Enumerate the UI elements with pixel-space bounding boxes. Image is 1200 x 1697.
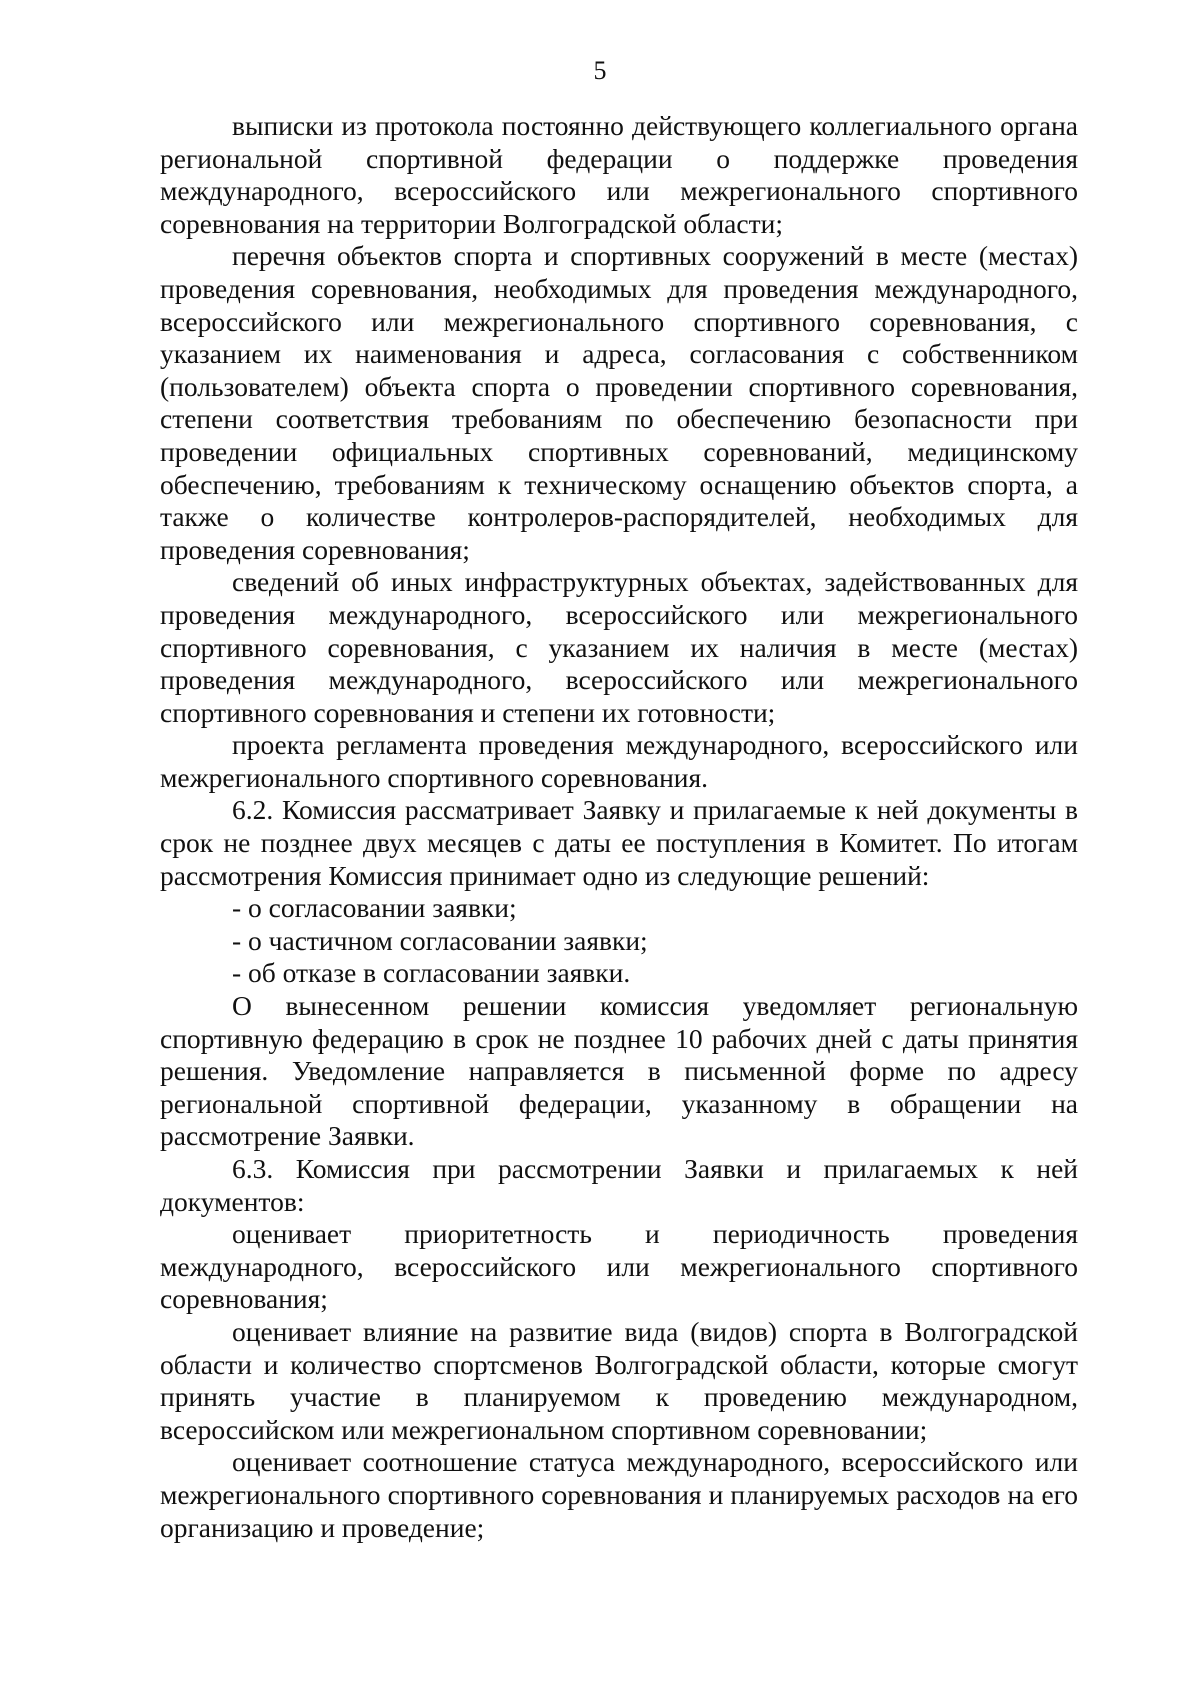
- paragraph-regulations-draft: проекта регламента проведения международного, всероссийского или межрегионального спортивного соревнования.: [160, 729, 1078, 793]
- list-item-partial-approval: - о частичном согласовании заявки;: [232, 924, 648, 956]
- document-body: [160, 110, 1078, 1544]
- paragraph-priority-assessment: оценивает приоритетность и периодичность проведения международного, всероссийского или межрегионального спортивного соревнования;: [160, 1218, 1078, 1315]
- paragraph-infrastructure: сведений об иных инфраструктурных объектах, задействованных для проведения международного, всероссийского или межрегионального спортивного соревнования, с указанием их наличия в месте (местах) проведения международного, всероссийского или межрегионального спортивного соревнования и степени их готовности;: [160, 566, 1078, 728]
- page-number: 5: [593, 56, 607, 85]
- paragraph-sports-facilities: перечня объектов спорта и спортивных сооружений в месте (местах) проведения соревнования, необходимых для проведения международного, всероссийского или межрегионального спортивного соревнования, с указанием их наименования и адреса, согласования с собственником (пользователем) объекта спорта о проведении спортивного соревнования, степени соответствия требованиям по обеспечению безопасности при проведении официальных спортивных соревнований, медицинскому обеспечению, требованиям к техническому оснащению объектов спорта, а также о количестве контролеров-распорядителей, необходимых для проведения соревнования;: [160, 240, 1078, 565]
- paragraph-cost-assessment: оценивает соотношение статуса международного, всероссийского или межрегионального спортивного соревнования и планируемых расходов на его организацию и проведение;: [160, 1446, 1078, 1543]
- paragraph-section-6-3: 6.3. Комиссия при рассмотрении Заявки и прилагаемых к ней документов:: [160, 1153, 1078, 1217]
- paragraph-impact-assessment: оценивает влияние на развитие вида (видов) спорта в Волгоградской области и количество спортсменов Волгоградской области, которые смогут принять участие в планируемом к проведению международном, всероссийском или межрегиональном спортивном соревновании;: [160, 1315, 1078, 1445]
- list-item-refusal: - об отказе в согласовании заявки.: [232, 957, 631, 989]
- paragraph-section-6-2: 6.2. Комиссия рассматривает Заявку и прилагаемые к ней документы в срок не позднее двух месяцев с даты ее поступления в Комитет. По итогам рассмотрения Комиссия принимает одно из следующие решений:: [160, 794, 1078, 891]
- list-item-approval: - о согласовании заявки;: [232, 892, 517, 924]
- paragraph-notification: О вынесенном решении комиссия уведомляет региональную спортивную федерацию в срок не позднее 10 рабочих дней с даты принятия решения. Уведомление направляется в письменной форме по адресу региональной спортивной федерации, указанному в обращении на рассмотрение Заявки.: [160, 990, 1078, 1152]
- paragraph-protocol-extract: выписки из протокола постоянно действующего коллегиального органа региональной спортивной федерации о поддержке проведения международного, всероссийского или межрегионального спортивного соревнования на территории Волгоградской области;: [160, 110, 1078, 239]
